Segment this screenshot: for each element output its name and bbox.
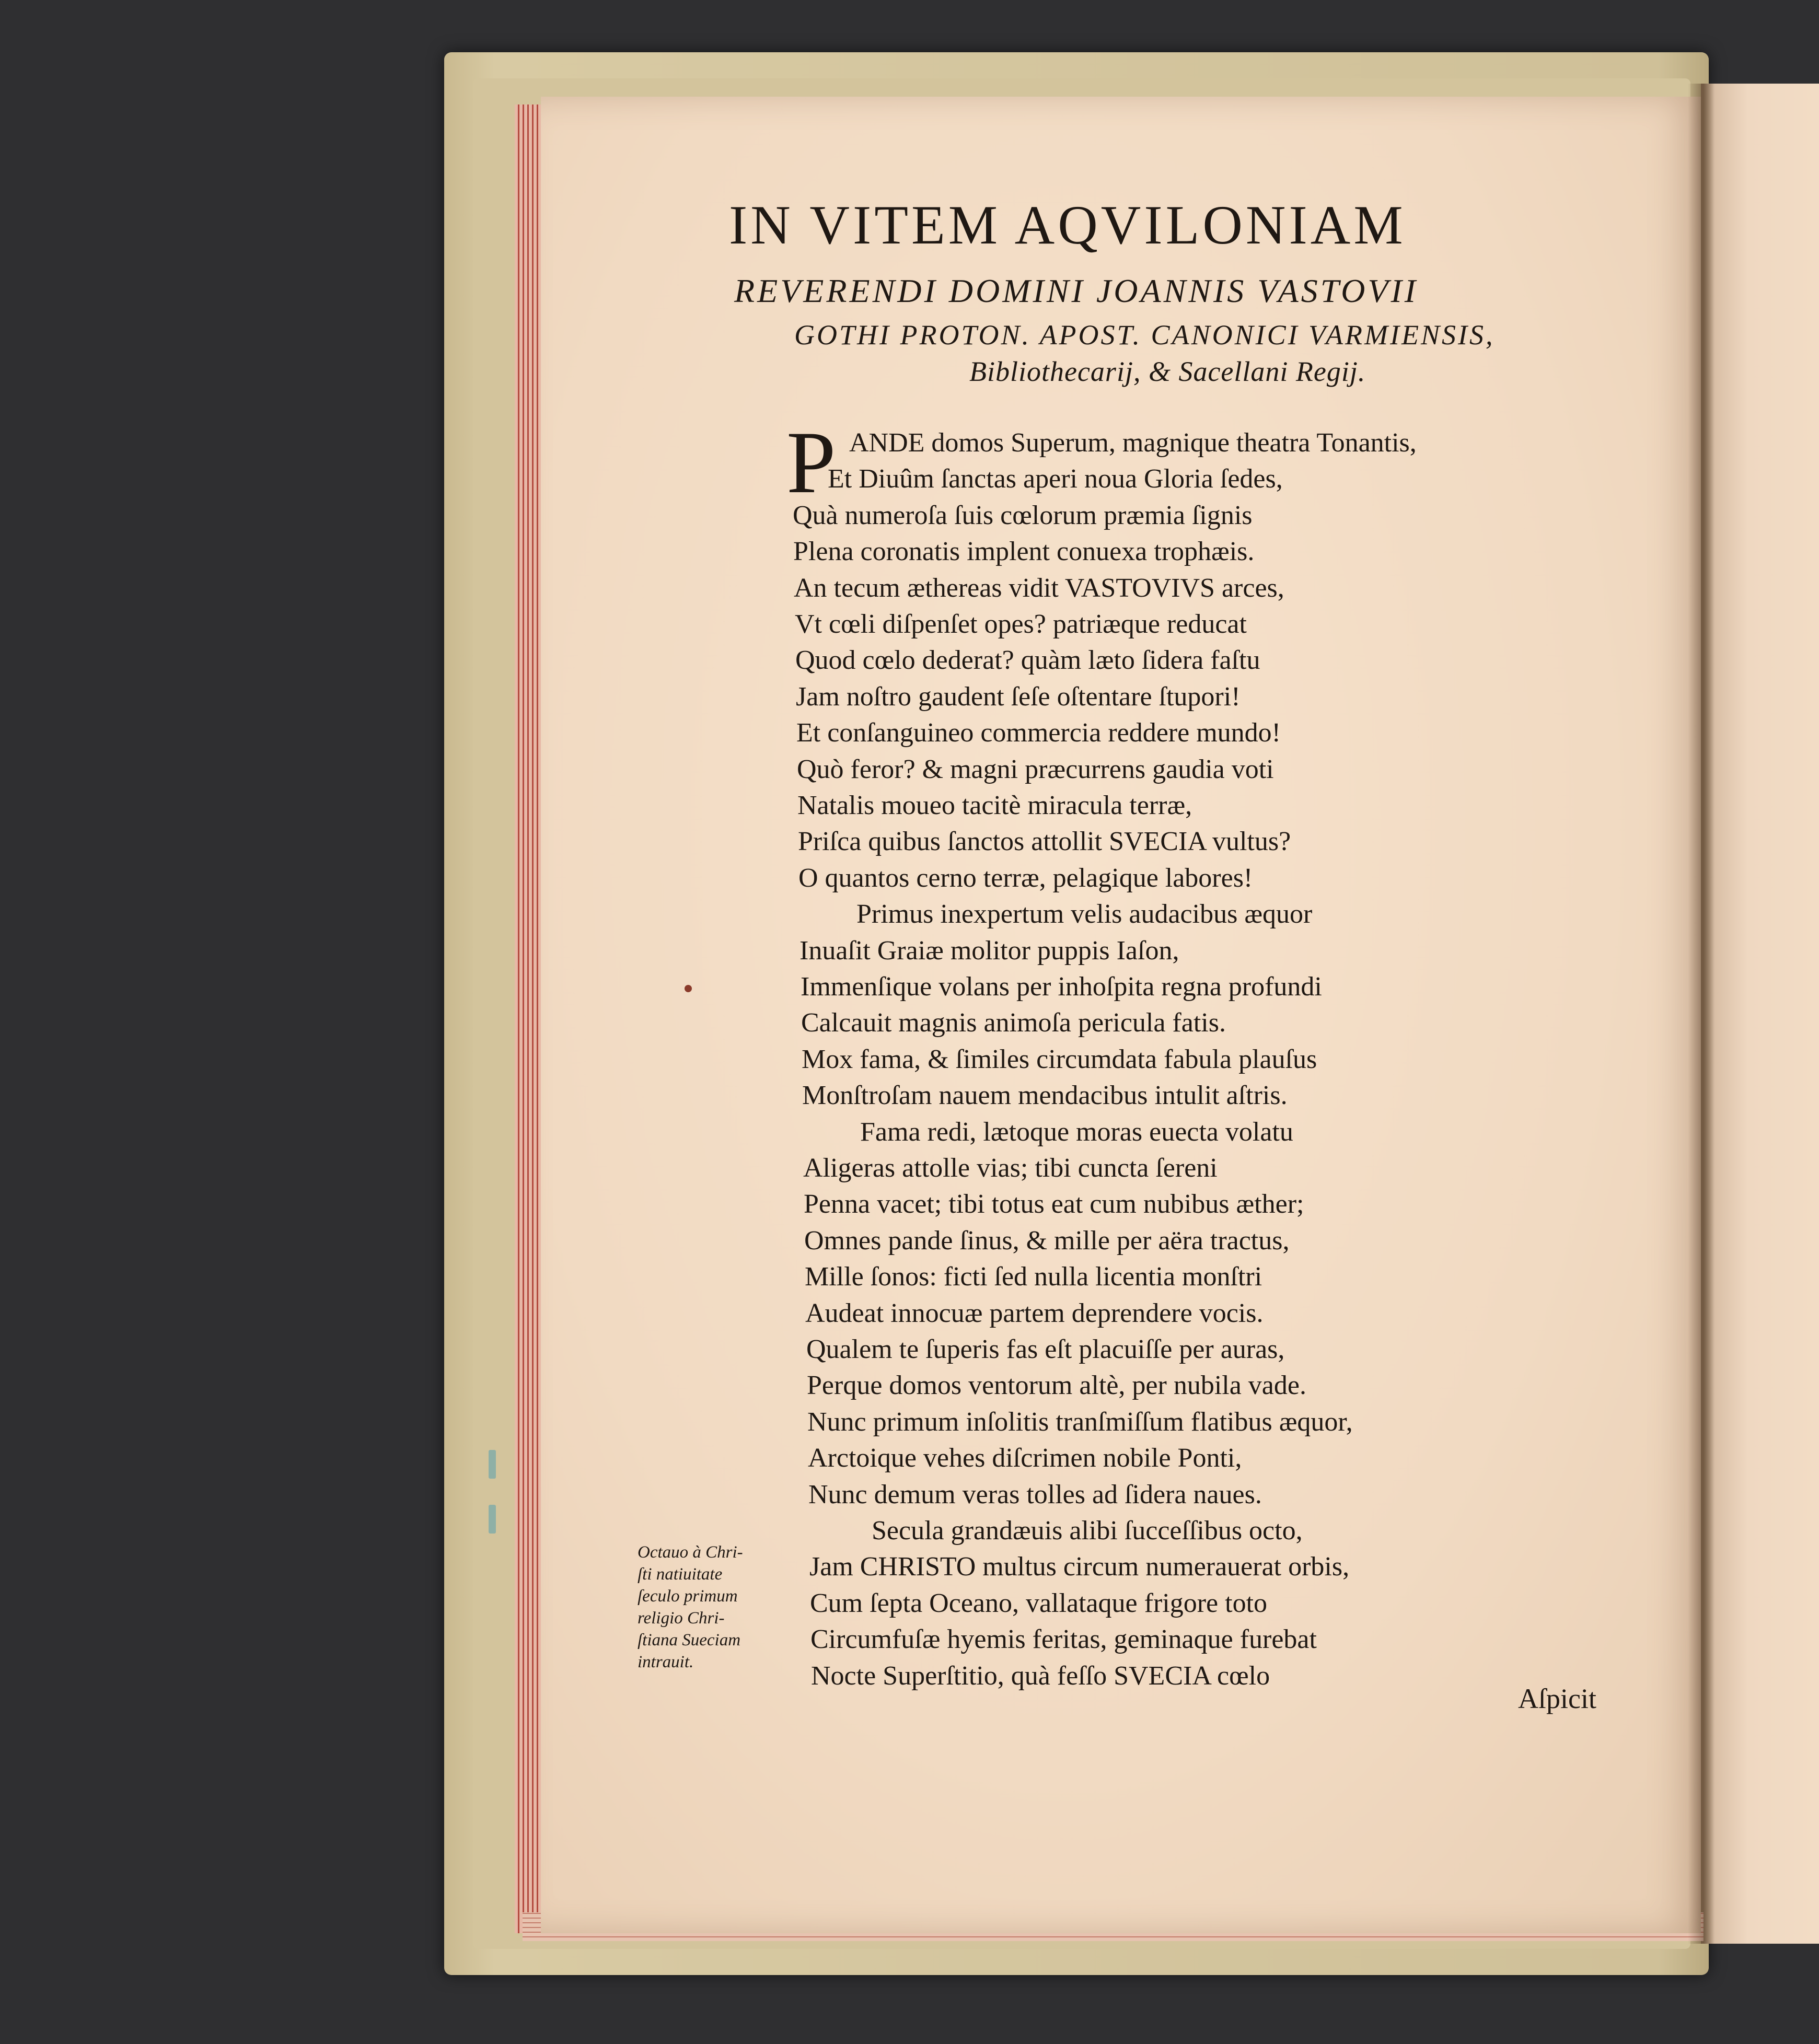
poem-line: Primus inexpertum velis audacibus æquor bbox=[856, 899, 1313, 929]
poem-line: Vt cœli diſpenſet opes? patriæque reducat bbox=[795, 609, 1247, 639]
poem-line: Secula grandæuis alibi ſucceſſibus octo, bbox=[872, 1516, 1303, 1546]
poem-line: Nunc primum inſolitis tranſmiſſum flatibus æquor, bbox=[807, 1407, 1353, 1437]
poem-line: Quod cœlo dederat? quàm læto ſidera faſtu bbox=[795, 645, 1260, 675]
drop-capital: P bbox=[786, 413, 836, 512]
poem-line: An tecum æthereas vidit VASTOVIVS arces, bbox=[794, 573, 1284, 603]
page-title: IN VITEM AQVILONIAM bbox=[729, 194, 1406, 256]
poem-line: Mille ſonos: ficti ſed nulla licentia monſtri bbox=[805, 1262, 1262, 1292]
poem-line: Plena coronatis implent conuexa trophæis. bbox=[793, 537, 1255, 566]
poem-line: Aligeras attolle vias; tibi cuncta ſereni bbox=[803, 1153, 1218, 1183]
gutter-shadow bbox=[1688, 84, 1714, 1944]
poem-line: Circumfuſæ hyemis feritas, geminaque furebat bbox=[810, 1624, 1317, 1654]
poem-line: Natalis moueo tacitè miracula terræ, bbox=[797, 791, 1192, 820]
margin-note-line: Octauo à Chri- bbox=[638, 1543, 743, 1562]
facing-page bbox=[1701, 84, 1819, 1944]
poem-line: Arctoique vehes diſcrimen nobile Ponti, bbox=[808, 1443, 1242, 1473]
poem-line: Quà numeroſa ſuis cœlorum præmia ſignis bbox=[793, 501, 1253, 530]
poem-line: Et conſanguineo commercia reddere mundo! bbox=[796, 718, 1281, 748]
margin-note-line: ſti natiuitate bbox=[638, 1565, 723, 1584]
margin-note bbox=[638, 1541, 773, 1673]
poem-line: Monſtroſam nauem mendacibus intulit aſtris. bbox=[802, 1081, 1288, 1110]
poem-line: Nocte Superſtitio, quà feſſo SVECIA cœlo bbox=[811, 1661, 1270, 1691]
margin-note-line: intrauit. bbox=[638, 1653, 694, 1671]
ribbon-tab bbox=[489, 1505, 496, 1534]
paper-stain bbox=[685, 985, 692, 992]
poem-line: Jam noſtro gaudent ſeſe oſtentare ſtupori! bbox=[796, 682, 1241, 712]
poem-line: Fama redi, lætoque moras euecta volatu bbox=[860, 1117, 1293, 1147]
poem-line: Cum ſepta Oceano, vallataque frigore toto bbox=[810, 1588, 1268, 1618]
poem-line: O quantos cerno terræ, pelagique labores! bbox=[798, 863, 1253, 893]
poem-line: Penna vacet; tibi totus eat cum nubibus æther; bbox=[804, 1189, 1304, 1219]
ribbon-tab bbox=[489, 1450, 496, 1479]
poem-line: Inuaſit Graiæ molitor puppis Iaſon, bbox=[800, 936, 1179, 966]
margin-note-line: religio Chri- bbox=[638, 1609, 725, 1628]
poem-line: Qualem te ſuperis fas eſt placuiſſe per auras, bbox=[806, 1334, 1285, 1364]
margin-note-line: ſtiana Sueciam bbox=[638, 1631, 741, 1650]
subtitle-line-1: REVERENDI DOMINI JOANNIS VASTOVII bbox=[734, 272, 1419, 309]
poem-line: Omnes pande ſinus, & mille per aëra tractus, bbox=[804, 1226, 1290, 1256]
catchword: Aſpicit bbox=[1518, 1683, 1596, 1714]
poem-line: Immenſique volans per inhoſpita regna profundi bbox=[801, 972, 1322, 1002]
poem-line: Audeat innocuæ partem deprendere vocis. bbox=[805, 1298, 1264, 1328]
poem-line: Perque domos ventorum altè, per nubila vade. bbox=[807, 1371, 1306, 1400]
poem-line: Jam CHRISTO multus circum numerauerat orbis, bbox=[809, 1552, 1350, 1582]
poem-line: Et Diuûm ſanctas aperi noua Gloria ſedes, bbox=[828, 464, 1283, 494]
poem-line: Quò feror? & magni præcurrens gaudia voti bbox=[797, 754, 1274, 784]
poem-line: Priſca quibus ſanctos attollit SVECIA vultus? bbox=[798, 827, 1291, 856]
poem-line: ANDE domos Superum, magnique theatra Tonantis, bbox=[849, 428, 1417, 458]
poem-line: Nunc demum veras tolles ad ſidera naues. bbox=[808, 1480, 1262, 1509]
poem-line: Mox fama, & ſimiles circumdata fabula plauſus bbox=[802, 1044, 1317, 1074]
margin-note-line: ſeculo primum bbox=[638, 1587, 738, 1606]
subtitle-line-2: GOTHI PROTON. APOST. CANONICI VARMIENSIS, bbox=[794, 319, 1495, 351]
poem-line: Calcauit magnis animoſa pericula fatis. bbox=[801, 1008, 1226, 1038]
subtitle-line-3: Bibliothecarij, & Sacellani Regij. bbox=[969, 356, 1366, 387]
